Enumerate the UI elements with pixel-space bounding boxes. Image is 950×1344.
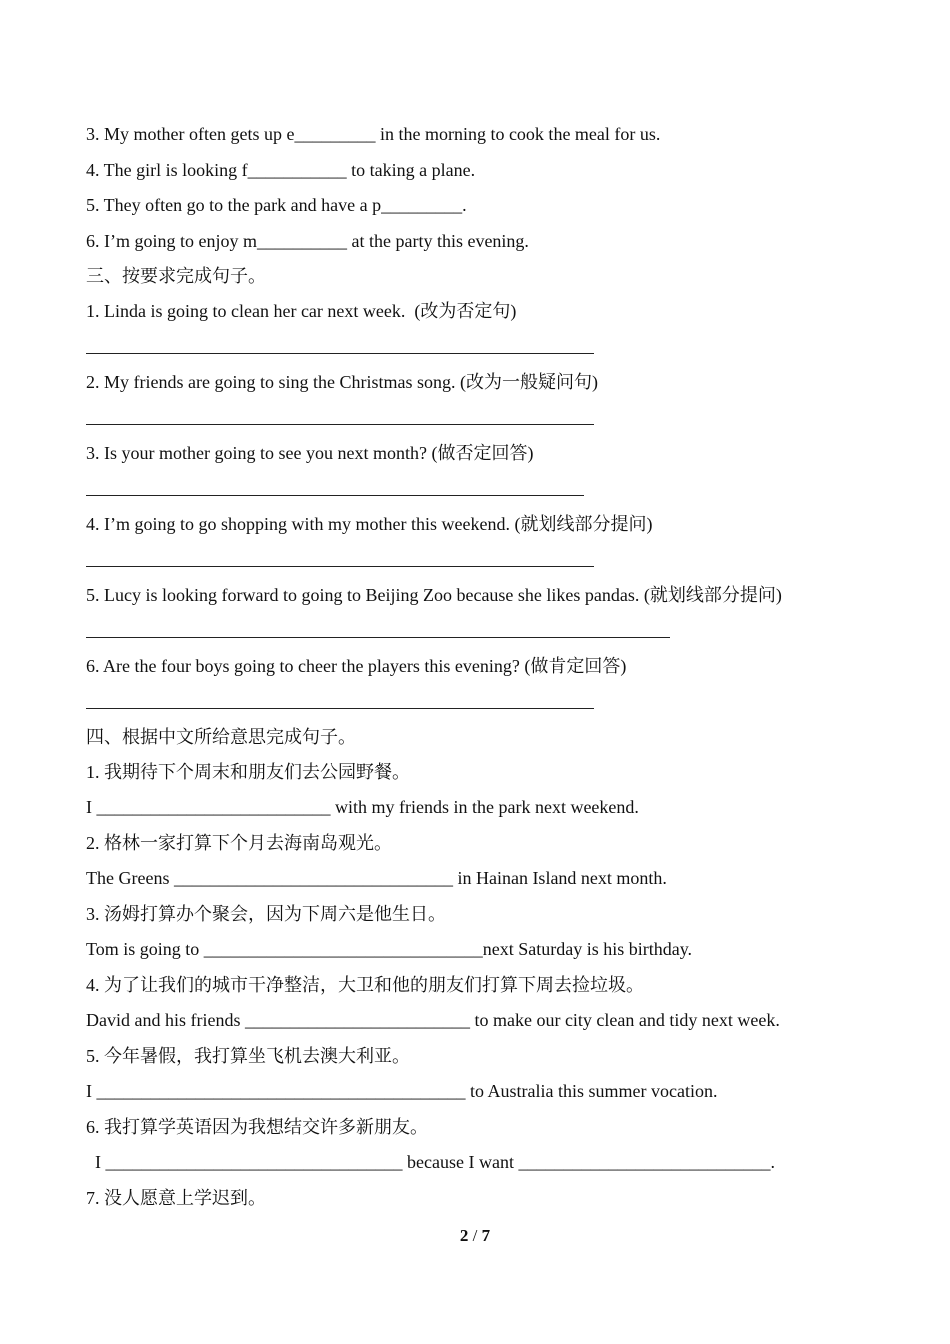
sentence-item: 4. I’m going to go shopping with my mother this weekend. (就划线部分提问): [86, 514, 653, 534]
chinese-prompt: 7. 没人愿意上学迟到。: [86, 1188, 266, 1208]
fill-in-sentence: I __________________________ with my friends in the park next weekend.: [86, 797, 639, 817]
chinese-prompt: 4. 为了让我们的城市干净整洁，大卫和他的朋友们打算下周去捡垃圾。: [86, 975, 644, 995]
chinese-prompt: 1. 我期待下个周末和朋友们去公园野餐。: [86, 762, 410, 782]
answer-line[interactable]: [86, 566, 594, 567]
total-pages: 7: [481, 1226, 491, 1245]
fill-in-sentence: Tom is going to _______________________________next Saturday is his birthday.: [86, 939, 693, 959]
page-separator: /: [468, 1226, 482, 1245]
chinese-prompt: 3. 汤姆打算办个聚会，因为下周六是他生日。: [86, 904, 446, 924]
exercise-item: 3. My mother often gets up e_________ in the morning to cook the meal for us.: [86, 124, 661, 144]
section-heading: 四、根据中文所给意思完成句子。: [86, 727, 356, 747]
answer-line[interactable]: [86, 637, 670, 638]
chinese-prompt: 2. 格林一家打算下个月去海南岛观光。: [86, 833, 392, 853]
answer-line[interactable]: [86, 495, 584, 496]
sentence-item: 3. Is your mother going to see you next month? (做否定回答): [86, 443, 534, 463]
chinese-prompt: 6. 我打算学英语因为我想结交许多新朋友。: [86, 1117, 428, 1137]
fill-in-sentence: The Greens _______________________________ in Hainan Island next month.: [86, 868, 667, 888]
answer-line[interactable]: [86, 708, 594, 709]
chinese-prompt: 5. 今年暑假，我打算坐飞机去澳大利亚。: [86, 1046, 410, 1066]
page-number: [0, 1225, 950, 1247]
sentence-item: 2. My friends are going to sing the Christmas song. (改为一般疑问句): [86, 372, 598, 392]
section-heading: 三、按要求完成句子。: [86, 266, 266, 286]
answer-line[interactable]: [86, 424, 594, 425]
fill-in-sentence: I _________________________________ because I want ____________________________.: [86, 1152, 775, 1172]
fill-in-sentence: I _________________________________________ to Australia this summer vocation.: [86, 1081, 718, 1101]
exercise-item: 6. I’m going to enjoy m__________ at the party this evening.: [86, 231, 529, 251]
sentence-item: 6. Are the four boys going to cheer the players this evening? (做肯定回答): [86, 656, 627, 676]
exercise-item: 4. The girl is looking f___________ to taking a plane.: [86, 160, 476, 180]
answer-line[interactable]: [86, 353, 594, 354]
sentence-item: 5. Lucy is looking forward to going to Beijing Zoo because she likes pandas. (就划线部分提问): [86, 585, 782, 605]
current-page: 2: [459, 1226, 469, 1245]
fill-in-sentence: David and his friends _________________________ to make our city clean and tidy next week.: [86, 1010, 780, 1030]
sentence-item: 1. Linda is going to clean her car next week. (改为否定句): [86, 301, 517, 321]
exercise-item: 5. They often go to the park and have a p_________.: [86, 195, 467, 215]
